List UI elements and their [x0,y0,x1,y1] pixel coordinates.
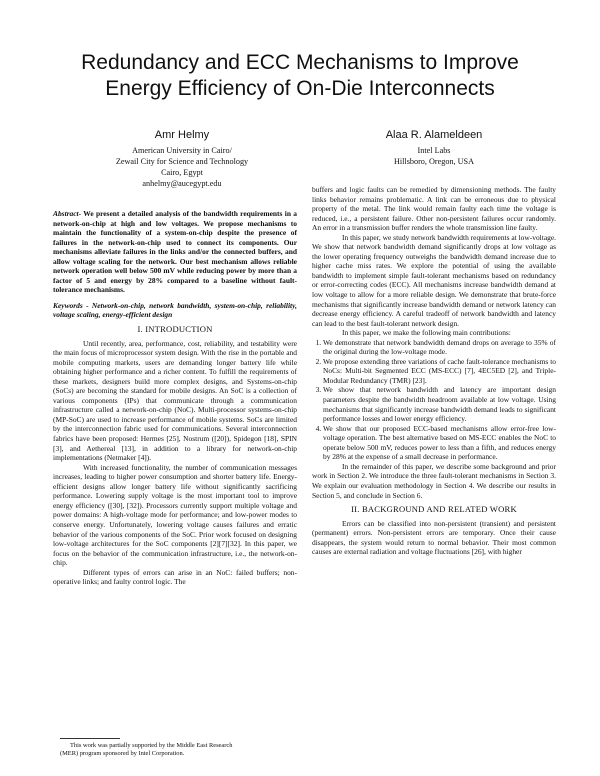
section-heading-introduction: I. INTRODUCTION [137,324,213,335]
footnote [60,738,310,758]
list-item: 4. We show that our proposed ECC-based mechanisms allow error-free low-voltage operation. The best alternative based on MS-ECC enables the NoC to operate below 500 mV, reduces power to less than a fifth, and reduces energy by 28% at the expense of a small decrease in performance. [323,424,556,462]
list-item: 3. We show that network bandwidth and latency are important design parameters despite the bandwidth headroom available at low voltage. Using mechanisms that significantly increase bandwidth demand leads to significant performance losses and lower energy efficiency. [323,385,556,423]
author-affiliation: Intel Labs [417,146,451,155]
footnote-line: (MER) program sponsored by Intel Corporation. [60,750,185,757]
body-paragraph: In the remainder of this paper, we describe some background and prior work in Section 2. We introduce the three fault-tolerant mechanisms in Section 3. We explain our evaluation methodology in Section 4. We describe our results in Section 5, and conclude in Section 6. [312,461,556,500]
abstract-text: We present a detailed analysis of the bandwidth requirements in a network-on-chip at high and low voltages. We propose mechanisms to maintain the functionality of a system-on-chip despite the presence of failures in the network-on-chip used to connect its components. Our mechanisms alleviate failures in the links and/or the connected buffers, and allow voltage scaling for the network. Our best mechanism allows reliable network operation well below 500 mV while reducing power by more than a factor of 5 and energy by 28% compared to a baseline without fault-tolerance mechanisms. [53,209,297,295]
author-affiliation: American University in Cairo/ [132,146,232,155]
title-line-2: Energy Efficiency of On-Die Interconnects [105,77,495,100]
list-item: 2. We propose extending three variations of cache fault-tolerance mechanisms to NoCs: Multi-bit Segmented ECC (MS-ECC) [7], 4EC5ED [2], and Triple-Modular Redundancy (TMR) [23]. [323,357,556,386]
author-block-2 [312,128,556,167]
author-name: Amr Helmy [154,129,210,141]
paper-title [0,50,600,102]
footnote-rule [60,738,120,739]
intro-paragraph: Until recently, area, performance, cost, reliability, and testability were the main focus of microprocessor system design. With the rise in the portable and mobile computing markets, users are demanding longer battery life while obtaining higher performance and a richer content. To fulfill the requirements of these markets, designers build more complex designs, and Systems-on-chip (SoCs) are becoming the standard for mobile designs. An SoC is a collection of various components (IPs) that communicate through a communication infrastructure called a network-on-chip (NoC). Multi-processor systems-on-chip (MP-SoC) are used to increase performance of mobile systems. SoCs are limited by the interconnection fabric used for communications. Several interconnection fabrics have been proposed: Hermes [25], Nostrum ([20]), Spidegon [18], SPIN [3], and Aethereal [13], in addition to a library for network-on-chip implementations (Netmaker [4]). [53,338,297,463]
list-item: 1. We demonstrate that network bandwidth demand drops on average to 35% of the original during the low-voltage mode. [323,338,556,357]
right-column [312,185,556,557]
author-email: anhelmy@aucegypt.edu [142,179,222,188]
author-affiliation: Zewail City for Science and Technology [115,157,249,166]
body-paragraph: Errors can be classified into non-persistent (transient) and persistent (permanent) errors. Non-persistent errors are temporary. Once their cause disappears, the system would return to normal behavior. Their most common causes are external radiation and voltage fluctuations [26], with higher [312,518,556,557]
abstract [53,209,297,295]
left-column [53,209,297,587]
keywords: Keywords - Network-on-chip, network bandwidth, system-on-chip, reliability, voltage scaling, energy-efficient design [53,300,297,320]
body-paragraph: In this paper, we make the following main contributions: [342,328,511,338]
author-location: Hillsboro, Oregon, USA [393,157,475,166]
author-name: Alaa R. Alameldeen [385,129,483,141]
abstract-label: Abstract- [53,209,82,218]
author-location: Cairo, Egypt [161,168,203,177]
body-paragraph: In this paper, we study network bandwidth requirements at low-voltage. We show that network bandwidth demand significantly drops at low voltage as the lower operating frequency outweighs the bandwidth demand increase due to higher cache miss rates. We explore the potential of using the available bandwidth to implement simple fault-tolerant mechanisms based on redundancy or error-correcting codes (ECC). All mechanisms increase bandwidth demand at low voltage to allow for a more reliable design. We demonstrate that brute-force mechanisms that significantly increase bandwidth demand or network latency can decrease energy efficiency. A careful tradeoff of network bandwidth and latency can lead to the best fault-tolerant network design. [312,232,556,328]
contributions-list [312,338,556,462]
title-line-1: Redundancy and ECC Mechanisms to Improve [81,51,519,74]
author-block-1 [60,128,304,189]
body-paragraph: buffers and logic faults can be remedied by dimensioning methods. The faulty links behavior remains problematic. A link can be erroneous due to physical property of the metal. The link would remain faulty each time the voltage is reduced, i.e., a persistent failure. Other non-persistent failures occur randomly. An error in a transmission buffer renders the whole transmission line faulty. [312,185,556,233]
section-heading-background: II. BACKGROUND AND RELATED WORK [351,504,517,515]
footnote-line: This work was partially supported by the Middle East Research [70,742,233,749]
intro-paragraph: Different types of errors can arise in an NoC: failed buffers; non-operative links; and faulty control logic. The [53,567,297,587]
intro-paragraph: With increased functionality, the number of communication messages increases, leading to higher power consumption and shorter battery life. Energy-efficient designs allow longer battery life without significantly sacrificing performance. Lowering supply voltage is the most important tool to improve energy efficiency ([30], [32]). Processors currently support multiple voltage and power domains: A high-voltage mode for performance; and low-power modes to conserve energy. Unfortunately, lowering voltage causes failures and erratic behavior of the various components of the SoC. Prior work focused on designing low-voltage architectures for the SoC components [2][7][32]. In this paper, we focus on the behavior of the communication infrastructure, i.e., the network-on-chip. [53,462,297,568]
